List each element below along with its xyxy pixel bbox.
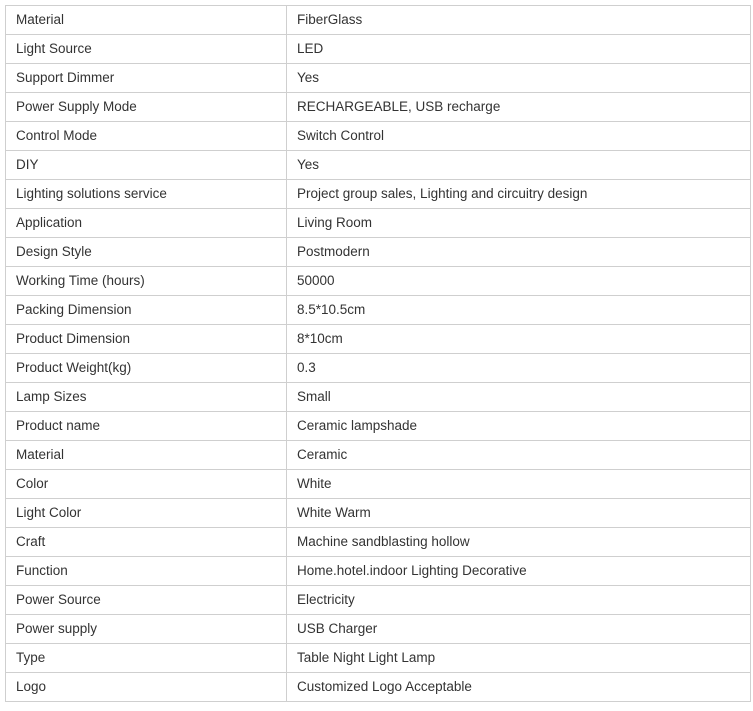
spec-label: Power Supply Mode [6,93,287,122]
table-row [6,151,751,180]
spec-value: White [287,470,751,499]
spec-label: Material [6,6,287,35]
table-row [6,615,751,644]
table-row [6,354,751,383]
spec-value: Electricity [287,586,751,615]
spec-value: Living Room [287,209,751,238]
spec-value: RECHARGEABLE, USB recharge [287,93,751,122]
spec-value: Project group sales, Lighting and circuitry design [287,180,751,209]
spec-value: 0.3 [287,354,751,383]
spec-label: Design Style [6,238,287,267]
spec-value: USB Charger [287,615,751,644]
spec-label: Power Source [6,586,287,615]
spec-value: Machine sandblasting hollow [287,528,751,557]
spec-label: Support Dimmer [6,64,287,93]
table-row [6,267,751,296]
table-row [6,673,751,702]
spec-value: Ceramic [287,441,751,470]
spec-label: Application [6,209,287,238]
spec-value: Customized Logo Acceptable [287,673,751,702]
spec-label: DIY [6,151,287,180]
table-row [6,238,751,267]
table-row [6,35,751,64]
spec-value: Yes [287,64,751,93]
spec-value: FiberGlass [287,6,751,35]
spec-label: Product Dimension [6,325,287,354]
table-row [6,383,751,412]
spec-value: Home.hotel.indoor Lighting Decorative [287,557,751,586]
spec-label: Logo [6,673,287,702]
spec-label: Control Mode [6,122,287,151]
spec-label: Product Weight(kg) [6,354,287,383]
spec-label: Light Color [6,499,287,528]
table-row [6,499,751,528]
spec-value: Yes [287,151,751,180]
spec-label: Craft [6,528,287,557]
table-row [6,209,751,238]
spec-value: Ceramic lampshade [287,412,751,441]
spec-label: Working Time (hours) [6,267,287,296]
spec-label: Material [6,441,287,470]
table-row [6,180,751,209]
spec-value: Small [287,383,751,412]
spec-value: Table Night Light Lamp [287,644,751,673]
spec-label: Lamp Sizes [6,383,287,412]
spec-label: Lighting solutions service [6,180,287,209]
table-row [6,586,751,615]
spec-label: Light Source [6,35,287,64]
spec-label: Power supply [6,615,287,644]
spec-label: Type [6,644,287,673]
table-row [6,470,751,499]
table-row [6,64,751,93]
spec-value: 8*10cm [287,325,751,354]
table-row [6,441,751,470]
table-row [6,644,751,673]
spec-value: 8.5*10.5cm [287,296,751,325]
spec-label: Function [6,557,287,586]
table-row [6,412,751,441]
spec-value: LED [287,35,751,64]
spec-value: Postmodern [287,238,751,267]
spec-label: Color [6,470,287,499]
spec-value: White Warm [287,499,751,528]
spec-table [5,5,751,702]
table-row [6,557,751,586]
spec-label: Packing Dimension [6,296,287,325]
table-row [6,122,751,151]
table-row [6,296,751,325]
spec-table-container [5,5,749,702]
table-row [6,6,751,35]
spec-label: Product name [6,412,287,441]
table-row [6,528,751,557]
table-row [6,93,751,122]
spec-value: Switch Control [287,122,751,151]
spec-value: 50000 [287,267,751,296]
table-row [6,325,751,354]
